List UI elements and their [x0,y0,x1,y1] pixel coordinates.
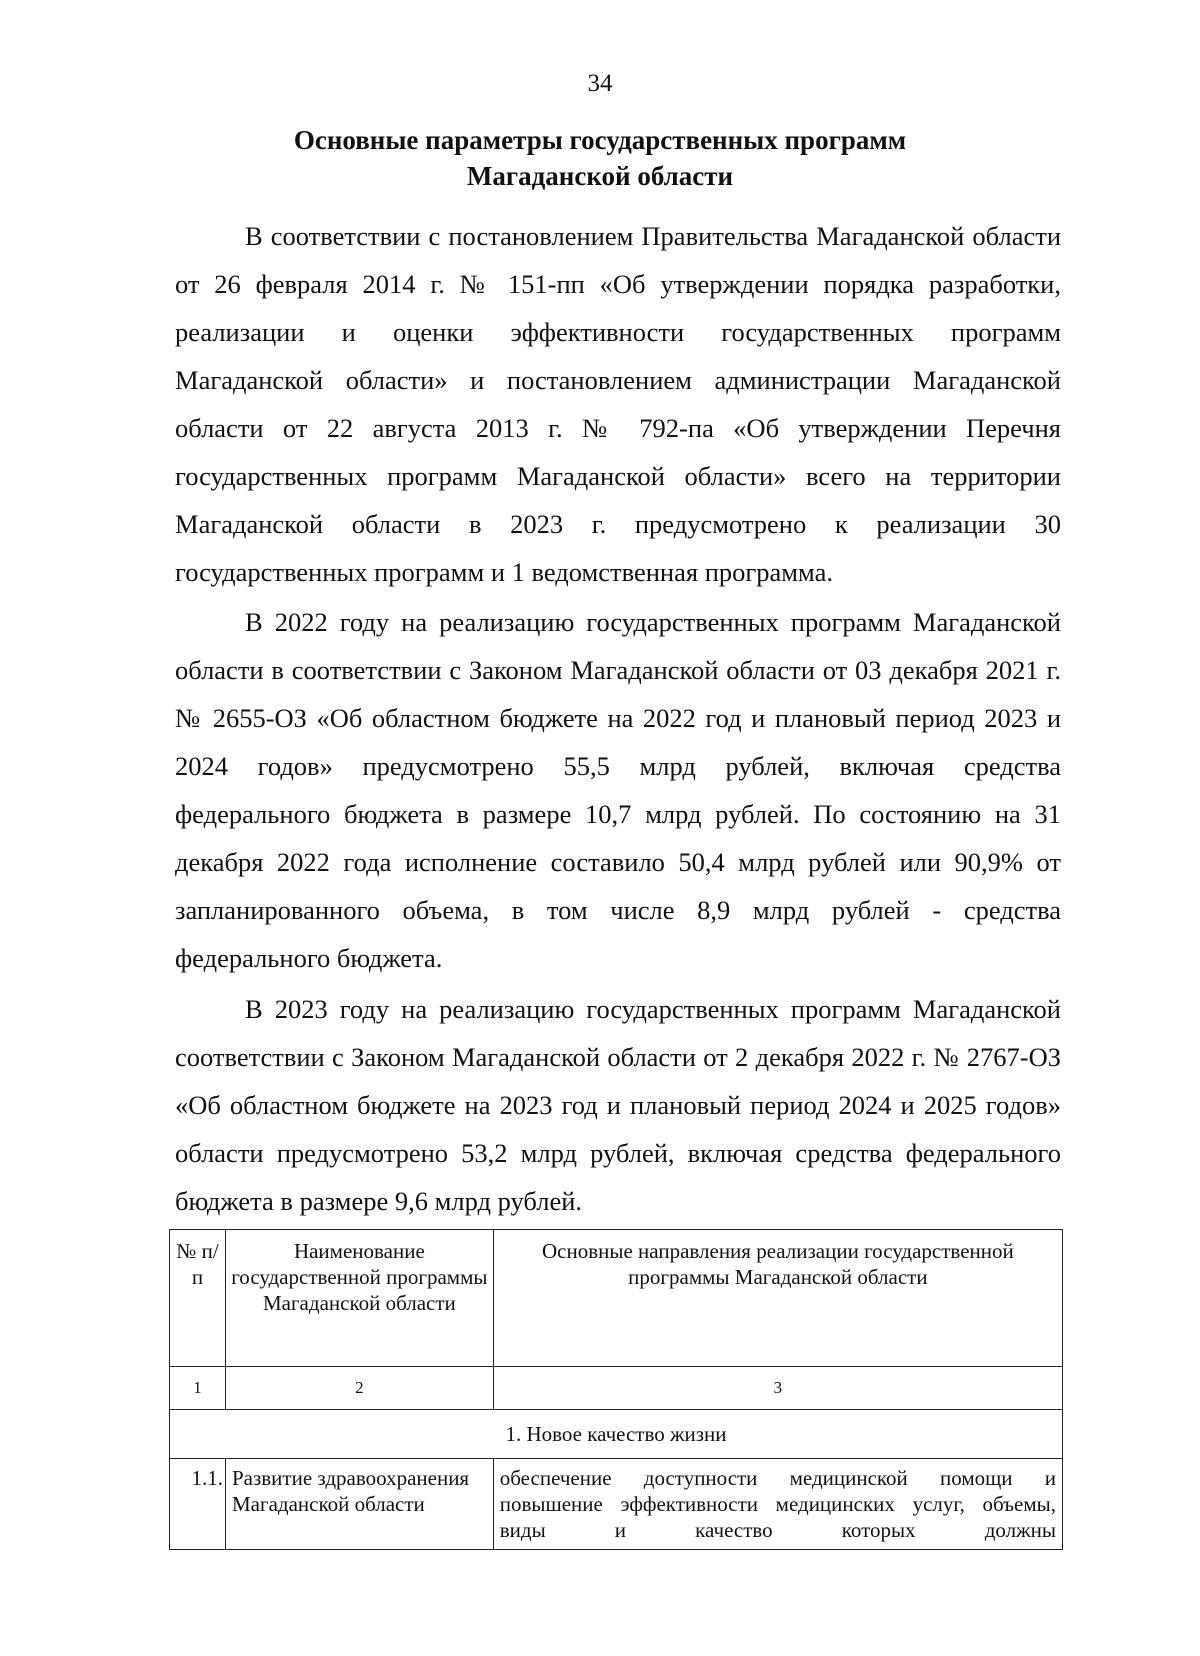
paragraph-2-text: В 2022 году на реализацию государственных программ Магаданской области в соответствии с Законом Магаданской области от 03 декабря 2021 г. № 2655-ОЗ «Об областном бюджете на 2022 год и плановый период 2023 и 2024 годов» предусмотрено 55,5 млрд рублей, включая средства федерального бюджета в размере 10,7 млрд рублей. По состоянию на 31 декабря 2022 года исполнение составило 50,4 млрд рублей или 90,9% от запланированного объема, в том числе 8,9 млрд рублей - средства федерального бюджета. [175,607,1061,973]
title-line-1: Основные параметры государственных программ [293,125,907,155]
column-number: 2 [225,1367,493,1410]
paragraph-1 [175,212,1061,596]
section-row [170,1410,1063,1459]
table-header-row [170,1230,1063,1367]
column-number-row [170,1367,1063,1410]
header-number: № п/п [170,1230,226,1367]
title-line-2: Магаданской области [466,161,734,191]
row-program-name: Развитие здравоохранения Магаданской области [225,1459,493,1550]
column-number: 3 [493,1367,1062,1410]
column-number: 1 [170,1367,226,1410]
paragraph-1-text: В соответствии с постановлением Правительства Магаданской области от 26 февраля 2014 г. № 151-пп «Об утверждении порядка разработки, реализации и оценки эффективности государственных программ Магаданской области» и постановлением администрации Магаданской области от 22 августа 2013 г. № 792-па «Об утверждении Перечня государственных программ Магаданской области» всего на территории Магаданской области в 2023 г. предусмотрено к реализации 30 государственных программ и 1 ведомственная программа. [175,221,1061,587]
paragraph-2 [175,598,1061,982]
row-number: 1.1. [170,1459,226,1550]
paragraph-3-text: В 2023 году на реализацию государственных программ Магаданской соответствии с Законом Магаданской области от 2 декабря 2022 г. № 2767-ОЗ «Об областном бюджете на 2023 год и плановый период 2024 и 2025 годов» области предусмотрено 53,2 млрд рублей, включая средства федерального бюджета в размере 9,6 млрд рублей. [175,994,1061,1216]
table-row [170,1459,1063,1550]
header-program-name: Наименование государственной программы Магаданской области [225,1230,493,1367]
header-directions: Основные направления реализации государственной программы Магаданской области [493,1230,1062,1367]
programs-table [169,1229,1063,1550]
document-title [0,122,1200,194]
paragraph-3 [175,985,1061,1225]
section-title: 1. Новое качество жизни [170,1410,1063,1459]
row-description: обеспечение доступности медицинской помощи и повышение эффективности медицинских услуг, объемы, виды и качество которых должны [493,1459,1062,1550]
page-number: 34 [587,70,613,97]
